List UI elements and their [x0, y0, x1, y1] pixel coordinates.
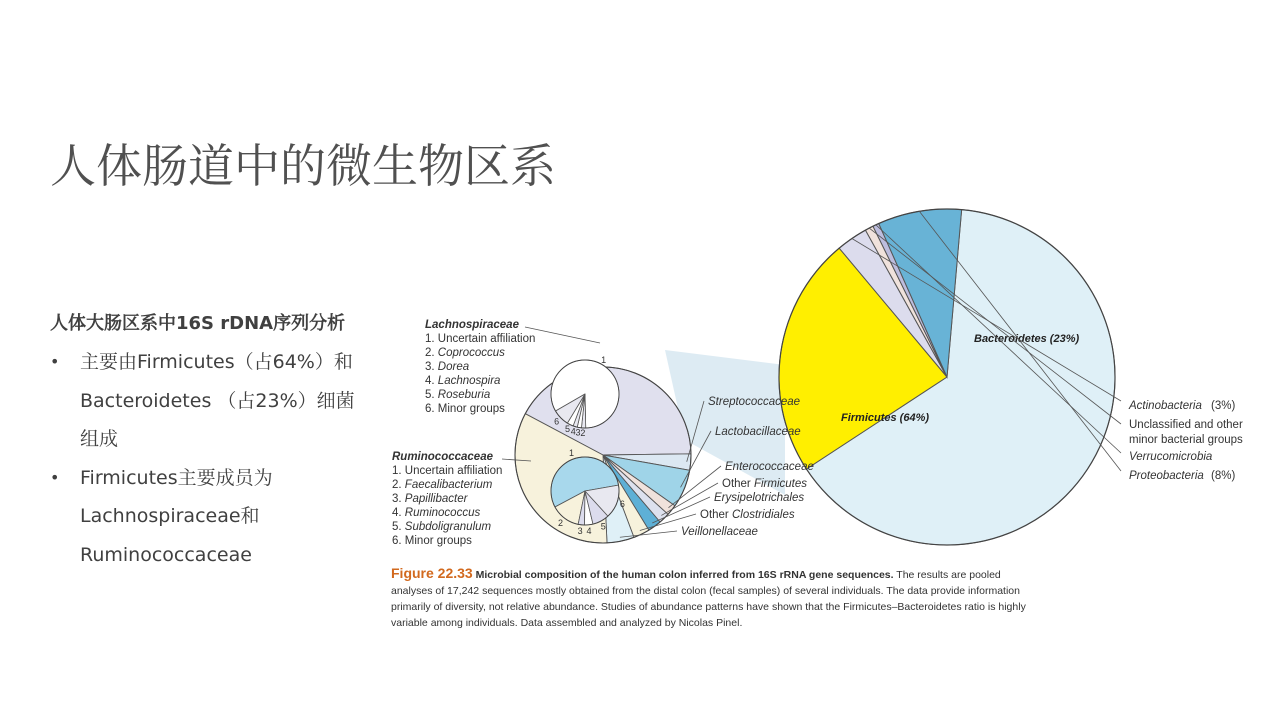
- ruminococcaceae-legend-item: 2. Faecalibacterium: [392, 479, 493, 491]
- slide-title: 人体肠道中的微生物区系: [50, 139, 556, 193]
- lachnospiraceae-slice-label-3: 3: [575, 427, 581, 438]
- lachnospiraceae-legend-item: 5. Roseburia: [425, 389, 491, 401]
- phylum-pie: [779, 209, 1115, 545]
- slice-label-proteobacteria: Proteobacteria: [1129, 470, 1204, 482]
- leader-lachnospiraceae: [525, 327, 600, 343]
- ruminococcaceae-legend-item: 6. Minor groups: [392, 535, 472, 547]
- ruminococcaceae-slice-label-1: 1: [568, 448, 574, 459]
- figure-label: Figure 22.33: [391, 565, 473, 581]
- firmicutes-label-lactobacillaceae: Lactobacillaceae: [715, 426, 801, 438]
- slice-label-unclassified-2: minor bacterial groups: [1129, 434, 1243, 446]
- firmicutes-label-other-firmicutes: Other Firmicutes: [722, 478, 807, 490]
- ruminococcaceae-slice-label-6: 6: [619, 498, 625, 509]
- lachnospiraceae-slice-label-6: 6: [554, 416, 560, 427]
- lachnospiraceae-slice-label-4: 4: [570, 426, 576, 437]
- left-panel: [50, 305, 360, 574]
- slice-label-bacteroidetes: Bacteroidetes (23%): [974, 333, 1080, 345]
- bullet-item: [50, 343, 360, 459]
- ruminococcaceae-legend-item: 4. Ruminococcus: [392, 507, 481, 519]
- lachnospiraceae-legend-item: 6. Minor groups: [425, 403, 505, 415]
- ruminococcaceae-slice-label-5: 5: [600, 521, 606, 532]
- slice-label-actinobacteria: Actinobacteria: [1129, 400, 1202, 412]
- firmicutes-label-enterococcaceae: Enterococcaceae: [725, 461, 814, 473]
- lachnospiraceae-slice-label-5: 5: [565, 424, 571, 435]
- ruminococcaceae-slice-label-3: 3: [577, 525, 583, 536]
- ruminococcaceae-legend-item: 3. Papillibacter: [392, 493, 468, 505]
- ruminococcaceae-legend-item: 5. Subdoligranulum: [392, 521, 492, 533]
- lachnospiraceae-legend-item: 3. Dorea: [425, 361, 470, 373]
- lachnospiraceae-slice-label-2: 2: [580, 427, 586, 438]
- figure-caption: [391, 565, 1031, 631]
- ruminococcaceae-legend-item: 1. Uncertain affiliation: [392, 465, 503, 477]
- firmicutes-label-erysipelotrichales: Erysipelotrichales: [714, 492, 805, 504]
- firmicutes-label-other-clostridiales: Other Clostridiales: [700, 509, 795, 521]
- bullet-dot-icon: •: [50, 352, 60, 371]
- slice-pct-actinobacteria: (3%): [1211, 400, 1236, 412]
- bullet-item: [50, 459, 360, 575]
- lachnospiraceae-slice-label-1: 1: [601, 355, 607, 366]
- bullet-list: [50, 343, 360, 574]
- slice-pct-proteobacteria: (8%): [1211, 470, 1236, 482]
- ruminococcaceae-slice-label-4: 4: [586, 525, 592, 536]
- lachnospiraceae-legend-item: 4. Lachnospira: [425, 375, 501, 387]
- ruminococcaceae-slice-label-2: 2: [558, 518, 564, 529]
- bullet-text: 主要由Firmicutes（占64%）和Bacteroidetes （占23%）细菌组成: [80, 351, 355, 450]
- lachnospiraceae-legend-item: 1. Uncertain affiliation: [425, 333, 536, 345]
- figure-caption-heading: Microbial composition of the human colon inferred from 16S rRNA gene sequences.: [475, 569, 894, 581]
- ruminococcaceae-pie: [551, 457, 619, 525]
- lachnospiraceae-legend-item: 2. Coprococcus: [425, 347, 505, 359]
- ruminococcaceae-legend-title: Ruminococcaceae: [392, 451, 493, 463]
- slice-label-firmicutes: Firmicutes (64%): [841, 412, 930, 424]
- lachnospiraceae-legend-title: Lachnospiraceae: [425, 319, 519, 331]
- slice-label-unclassified: Unclassified and other: [1129, 419, 1243, 431]
- figure-caption-text: The results are pooled analyses of 17,242 sequences mostly obtained from the distal colon (fecal samples) of several individuals. The data provide information primarily of diversity, not relative abundance. Studies of abundance patterns have shown that the Firmicutes–Bacteroidetes ratio is highly variable among individuals. Data assembled and analyzed by Nicolas Pinel.: [391, 569, 1026, 629]
- bullet-dot-icon: •: [50, 467, 60, 487]
- bullet-text: Firmicutes主要成员为Lachnospiraceae和Ruminococcaceae: [80, 466, 273, 566]
- slice-label-verrucomicrobia: Verrucomicrobia: [1129, 451, 1213, 463]
- firmicutes-label-streptococcaceae: Streptococcaceae: [708, 396, 801, 408]
- lachnospiraceae-pie: [551, 360, 619, 428]
- section-heading: 人体大肠区系中16S rDNA序列分析: [50, 313, 346, 334]
- firmicutes-label-veillonellaceae: Veillonellaceae: [681, 526, 758, 538]
